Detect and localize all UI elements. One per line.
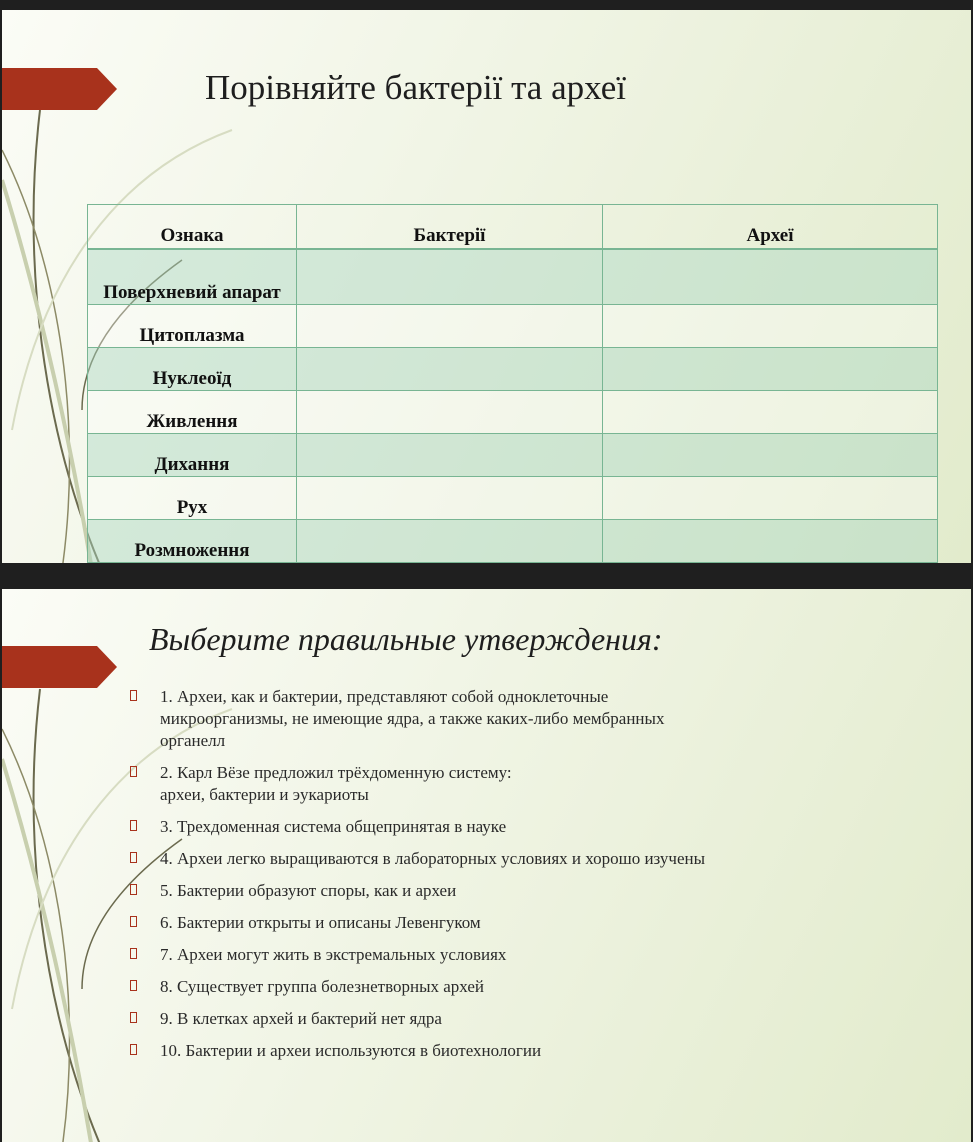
cell-archaea xyxy=(603,434,938,477)
cell-bacteria xyxy=(297,305,603,348)
list-item xyxy=(130,880,830,902)
square-bullet-icon xyxy=(130,916,137,927)
square-bullet-icon xyxy=(130,1012,137,1023)
row-label: Рух xyxy=(88,477,297,520)
cell-archaea xyxy=(603,391,938,434)
table-header-row xyxy=(88,205,938,250)
table-row xyxy=(88,434,938,477)
slide-compare xyxy=(2,10,971,563)
header-feature: Ознака xyxy=(88,205,297,250)
table-row xyxy=(88,391,938,434)
list-item xyxy=(130,816,830,838)
table-row xyxy=(88,305,938,348)
statement-line: 10. Бактерии и археи используются в биотехнологии xyxy=(160,1041,542,1060)
statement-line: микроорганизмы, не имеющие ядра, а также каких-либо мембранных xyxy=(160,709,665,728)
statement-line: 8. Существует группа болезнетворных архей xyxy=(160,977,485,996)
list-item xyxy=(130,912,830,934)
statement-line: 7. Археи могут жить в экстремальных условиях xyxy=(160,945,507,964)
row-label: Цитоплазма xyxy=(88,305,297,348)
cell-archaea xyxy=(603,249,938,305)
statement-line: 4. Археи легко выращиваются в лабораторных условиях и хорошо изучены xyxy=(160,849,706,868)
row-label: Дихання xyxy=(88,434,297,477)
square-bullet-icon xyxy=(130,948,137,959)
list-item xyxy=(130,976,830,998)
list-item xyxy=(130,1040,830,1062)
square-bullet-icon xyxy=(130,1044,137,1055)
square-bullet-icon xyxy=(130,690,137,701)
cell-bacteria xyxy=(297,520,603,563)
accent-arrow xyxy=(2,646,117,688)
list-item xyxy=(130,762,830,806)
accent-arrow xyxy=(2,68,117,110)
table-row xyxy=(88,520,938,563)
table-row xyxy=(88,249,938,305)
statement-line: органелл xyxy=(160,731,226,750)
row-label: Поверхневий апарат xyxy=(88,249,297,305)
table-row xyxy=(88,348,938,391)
statement-line: 5. Бактерии образуют споры, как и археи xyxy=(160,881,457,900)
slide-title: Выберите правильные утверждения: xyxy=(149,621,663,657)
list-item xyxy=(130,848,830,870)
statement-line: 2. Карл Вёзе предложил трёхдоменную систему: xyxy=(160,763,512,782)
statement-line: 3. Трехдоменная система общепринятая в науке xyxy=(160,817,507,836)
cell-bacteria xyxy=(297,477,603,520)
statement-line: 9. В клетках архей и бактерий нет ядра xyxy=(160,1009,442,1028)
cell-archaea xyxy=(603,477,938,520)
comparison-table xyxy=(87,204,938,563)
statement-line: 1. Археи, как и бактерии, представляют собой одноклеточные xyxy=(160,687,609,706)
row-label: Живлення xyxy=(88,391,297,434)
row-label: Розмноження xyxy=(88,520,297,563)
cell-archaea xyxy=(603,305,938,348)
cell-bacteria xyxy=(297,348,603,391)
slide-statements xyxy=(2,589,971,1142)
statement-line: 6. Бактерии открыты и описаны Левенгуком xyxy=(160,913,481,932)
table-row xyxy=(88,477,938,520)
cell-bacteria xyxy=(297,249,603,305)
cell-bacteria xyxy=(297,391,603,434)
header-archaea: Археї xyxy=(603,205,938,250)
cell-bacteria xyxy=(297,434,603,477)
square-bullet-icon xyxy=(130,884,137,895)
square-bullet-icon xyxy=(130,980,137,991)
square-bullet-icon xyxy=(130,820,137,831)
square-bullet-icon xyxy=(130,852,137,863)
header-bacteria: Бактерії xyxy=(297,205,603,250)
cell-archaea xyxy=(603,520,938,563)
slide-title: Порівняйте бактерії та археї xyxy=(205,68,627,107)
cell-archaea xyxy=(603,348,938,391)
list-item xyxy=(130,1008,830,1030)
statement-list xyxy=(130,686,830,1072)
list-item xyxy=(130,686,830,752)
list-item xyxy=(130,944,830,966)
square-bullet-icon xyxy=(130,766,137,777)
row-label: Нуклеоїд xyxy=(88,348,297,391)
statement-line: археи, бактерии и эукариоты xyxy=(160,785,369,804)
